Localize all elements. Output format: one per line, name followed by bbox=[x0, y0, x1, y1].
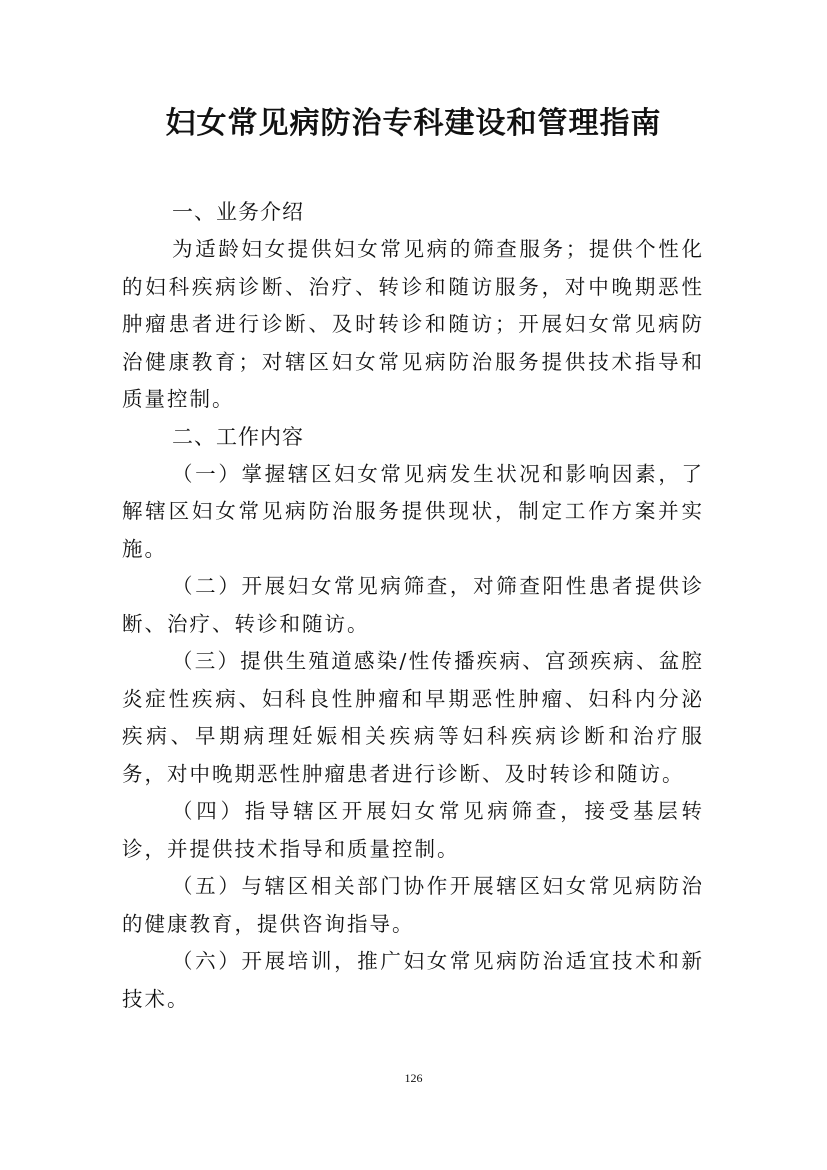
section-heading: 二、工作内容 bbox=[172, 424, 304, 449]
section-heading: 一、业务介绍 bbox=[172, 200, 304, 224]
paragraph: （四）指导辖区开展妇女常见病筛查，接受基层转诊，并提供技术指导和质量控制。 bbox=[122, 799, 704, 861]
document-title: 妇女常见病防治专科建设和管理指南 bbox=[165, 106, 662, 141]
page-number: 126 bbox=[404, 1071, 423, 1085]
paragraph: （三）提供生殖道感染/性传播疾病、宫颈疾病、盆腔炎症性疾病、妇科良性肿瘤和早期恶性肿瘤、妇科内分泌疾病、早期病理妊娠相关疾病等妇科疾病诊断和治疗服务，对中晚期恶性肿瘤患者进行诊断、及时转诊和随访。 bbox=[122, 649, 704, 786]
section-work-content bbox=[122, 419, 704, 1019]
paragraph: （六）开展培训，推广妇女常见病防治适宜技术和新技术。 bbox=[122, 949, 704, 1011]
section-business-intro bbox=[122, 194, 704, 419]
document-body bbox=[122, 194, 704, 1018]
paragraph: （五）与辖区相关部门协作开展辖区妇女常见病防治的健康教育，提供咨询指导。 bbox=[122, 874, 704, 936]
paragraph: （二）开展妇女常见病筛查，对筛查阳性患者提供诊断、治疗、转诊和随访。 bbox=[122, 574, 704, 636]
paragraph: （一）掌握辖区妇女常见病发生状况和影响因素，了解辖区妇女常见病防治服务提供现状，制定工作方案并实施。 bbox=[122, 461, 704, 561]
paragraph: 为适龄妇女提供妇女常见病的筛查服务；提供个性化的妇科疾病诊断、治疗、转诊和随访服务，对中晚期恶性肿瘤患者进行诊断、及时转诊和随访；开展妇女常见病防治健康教育；对辖区妇女常见病防治服务提供技术指导和质量控制。 bbox=[122, 237, 704, 411]
